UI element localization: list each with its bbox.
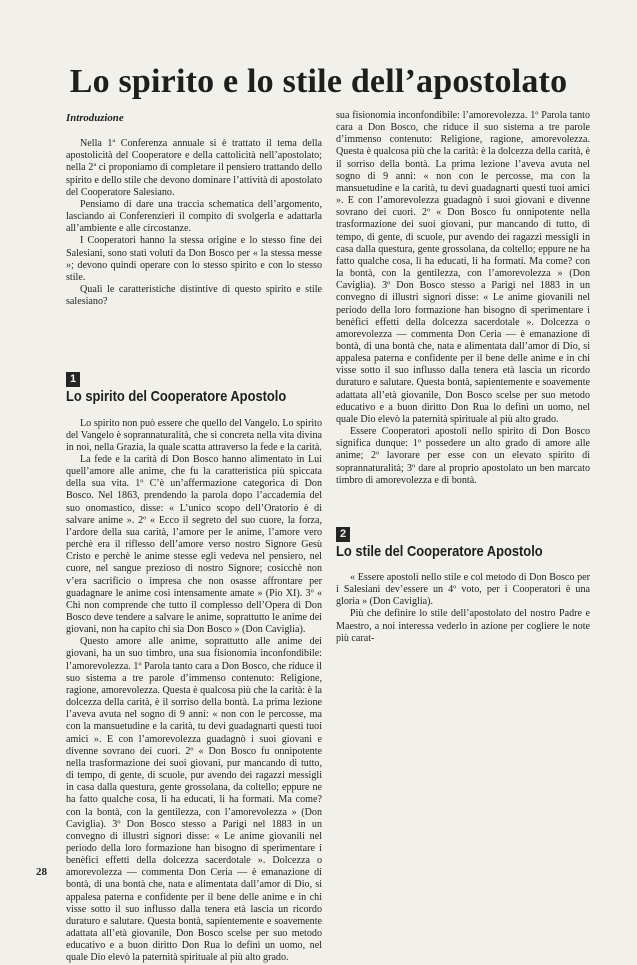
section-2-header: [336, 527, 590, 558]
right-column: [336, 110, 590, 645]
page-number: 28: [36, 866, 47, 878]
section-1-header: [66, 372, 322, 406]
intro-heading: Introduzione: [66, 112, 124, 124]
section-1-heading: Lo spirito del Cooperatore Apostolo: [66, 388, 287, 406]
intro-paragraph-1: Nella 1ª Conferenza annuale si è trattato il tema della apostolicità del Cooperatore e della cattolicità nell’apostolato; nella 2ª ci proponiamo di completare il pensiero trattando dello spirito e dello stile che devono dominare l’attività di apostolato del Cooperatore Salesiano.: [66, 138, 322, 198]
section-1-paragraph-2: La fede e la carità di Don Bosco hanno alimentato in Lui quell’amore alle anime, che fu la caratteristica più spiccata della sua vita. 1º C’è un’affermazione categorica di Don Bosco. Nel 1863, prendendo la parola dopo l’accademia del suo onomastico, disse: « L’unico scopo dell’Oratorio è di salvare anime ». 2º « Ecco il segreto del suo cuore, la forza, l’ardore della sua carità, l’amore per le anime, l’amore vero perchè era il riflesso dell’amore verso nostro Signore Gesù Cristo e perchè le anime stesse egli vedeva nel pensiero, nel cuore, nel sangue prezioso di nostro Signore; cosicchè non v’era sacrificio o impresa che non osasse affrontare per guadagnare le anime così intensamente amate » (Pio XI). 3º « Chi non comprende che tutto il complesso dell’Opera di Don Bosco deve tendere a salvare le anime, soprattutto le anime dei giovani, non ha capito chi sia Don Bosco » (Don Caviglia).: [66, 453, 322, 636]
section-2-heading: Lo stile del Cooperatore Apostolo: [336, 542, 543, 560]
section-1-number-badge: 1: [66, 372, 80, 387]
section-2-paragraph-2: Più che definire lo stile dell’apostolato del nostro Padre e Maestro, a noi interessa vederlo in azione per cogliere le note più carat-: [336, 608, 590, 644]
intro-paragraph-3: I Cooperatori hanno la stessa origine e lo stesso fine dei Salesiani, sono stati voluti da Don Bosco per « la stessa messe »; devono quindi operare con lo stesso spirito e con lo stesso stile.: [66, 235, 322, 283]
section-1-paragraph-3-start: Questo amore alle anime, soprattutto alle anime dei giovani, ha un suo timbro, una sua fisionomia inconfondibile: l’amorevolezza. 1º Parola tanto cara a Don Bosco, che riduce il suo sistema a tre parole d’immenso contenuto: Religione, ragione, amorevolezza. Questa è qualcosa più che la carità: è la dolcezza della carità, è il sorriso della bontà. La prima lezione l’aveva avuta nel sogno di 9 anni: « non con le percosse, ma con la mansuetudine e la carità, tu devi guadagnarti questi tuoi amici ». E con l’amorevolezza guadagnò i suoi giovani e divenne sovrano dei cuori. 2º « Don Bosco fu onnipotente nella trasformazione dei suoi giovani, pur mancando di tutto, di tempo, di gente, di scuole, pur avendo dei ragazzi messigli in casa dalla questura, gente grossolana, da coltello; eppure ne ha fatto qualche cosa, li ha educati, li ha formati. Ma come? con la bontà, con la gentilezza, con l’amorevolezza » (Don Caviglia). 3º Don Bosco stesso a Parigi nel 1883 in un convegno di illustri signori disse: « Le anime giovanili nel periodo della loro formazione han bisogno di sperimentare i benèfici effetti della dolcezza sacerdotale ». Dolcezza o amorevolezza — commenta Don Ceria — è emanazione di bontà, di una bontà che, nata e alimentata dall’amor di Dio, si appalesa paterna e confidente per il bene delle anime e in chi visse sotto il suo influsso dalla tenera età lascia un ricordo duraturo e salutare. Questa bontà, sapientemente e soavemente adattata all’età giovanile, Don Bosco scelse per suo metodo educativo e a buon diritto Don Rua lo definì un uomo, nel quale Dio elevò la paternità spirituale al più alto grado.: [66, 636, 322, 964]
left-column: [66, 108, 322, 964]
section-2-paragraph-1: « Essere apostoli nello stile e col metodo di Don Bosco per i Salesiani dev’essere un 4º voto, per i Cooperatori è una gloria » (Don Caviglia).: [336, 572, 590, 608]
page-title: Lo spirito e lo stile dell’apostolato: [69, 62, 568, 100]
section-2-number-badge: 2: [336, 527, 350, 542]
intro-paragraph-4: Quali le caratteristiche distintive di questo spirito e stile salesiano?: [66, 284, 322, 308]
section-1-paragraph-3-cont: sua fisionomia inconfondibile: l’amorevolezza. 1º Parola tanto cara a Don Bosco, che riduce il suo sistema a tre parole d’immenso contenuto: Religione, ragione, amorevolezza. Questa è qualcosa più che la carità: è la dolcezza della carità, è il sorriso della bontà. La prima lezione l’aveva avuta nel sogno di 9 anni: « non con le percosse, ma con la mansuetudine e la carità, tu devi guadagnarti questi tuoi amici ». E con l’amorevolezza guadagnò i suoi giovani e divenne sovrano dei cuori. 2º « Don Bosco fu onnipotente nella trasformazione dei suoi giovani, pur mancando di tutto, di tempo, di gente, di scuole, pur avendo dei ragazzi messigli in casa dalla questura, gente grossolana, da coltello; eppure ne ha fatto qualche cosa, li ha educati, li ha formati. Ma come? con la bontà, con la gentilezza, con l’amorevolezza » (Don Caviglia). 3º Don Bosco stesso a Parigi nel 1883 in un convegno di illustri signori disse: « Le anime giovanili nel periodo della loro formazione han bisogno di sperimentare i benèfici effetti della dolcezza sacerdotale ». Dolcezza o amorevolezza — commenta Don Ceria — è emanazione di bontà, di una bontà che, nata e alimentata dall’amor di Dio, si appalesa paterna e confidente per il bene delle anime e in chi visse sotto il suo influsso dalla tenera età lascia un ricordo duraturo e salutare. Questa bontà, sapientemente e soavemente adattata all’età giovanile, Don Bosco scelse per suo metodo educativo e a buon diritto Don Rua lo definì un uomo, nel quale Dio elevò la paternità spirituale al più alto grado.: [336, 110, 590, 425]
intro-paragraph-2: Pensiamo di dare una traccia schematica dell’argomento, lasciando ai Conferenzieri il compito di svolgerla e adattarla all’ambiente e alle circostanze.: [66, 198, 322, 235]
section-1-paragraph-4: Essere Cooperatori apostoli nello spirito di Don Bosco significa dunque: 1º possedere un alto grado di amore alle anime; 2º lavorare per esse con un elevato spirito di soprannaturalità; 3º dare al proprio apostolato un ben marcato timbro di amorevolezza e di bontà.: [336, 426, 590, 486]
section-1-paragraph-1: Lo spirito non può essere che quello del Vangelo. Lo spirito del Vangelo è soprannaturalità, che si concreta nella vita divina in noi, nella Grazia, la quale scatta attraverso la fede e la carità.: [66, 417, 322, 453]
